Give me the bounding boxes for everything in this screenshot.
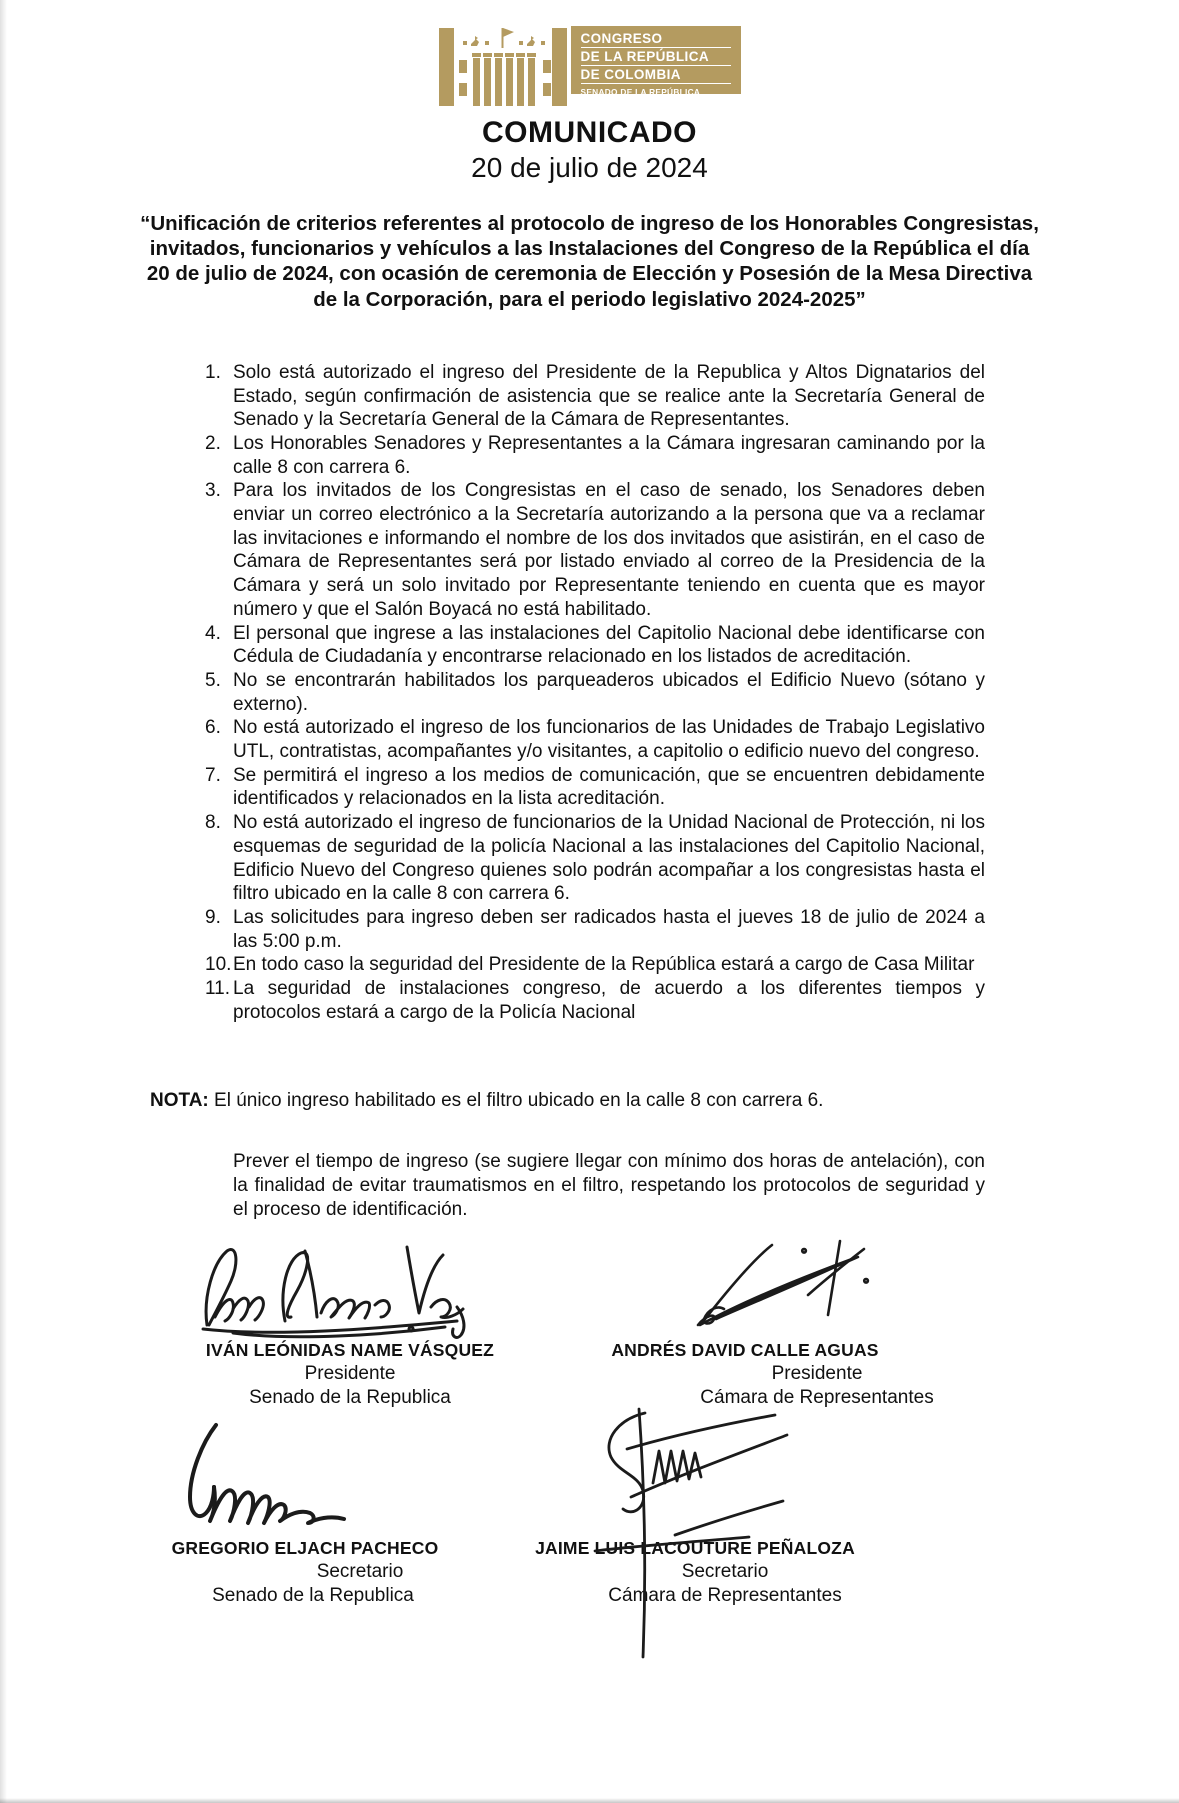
subject-paragraph: “Unificación de criterios referentes al protocolo de ingreso de los Honorables Congresistas, invitados, funcionarios y vehículos a las Instalaciones del Congreso de la República el día 20 de julio de 2024, con ocasión de ceremonia de Elección y Posesión de la Mesa Directiva de la Corporación, para el periodo legislativo 2024-2025” bbox=[140, 212, 1039, 311]
document-date: 20 de julio de 2024 bbox=[471, 152, 708, 183]
signatory-role: Presidente bbox=[304, 1362, 396, 1384]
list-item-text: La seguridad de instalaciones congreso, de acuerdo a los diferentes tiempos y protocolos estará a cargo de la Policía Nacional bbox=[233, 978, 985, 1023]
list-item bbox=[205, 669, 985, 716]
list-item-text: Solo está autorizado el ingreso del Presidente de la Republica y Altos Dignatarios del Estado, según confirmación de asistencia que se realice ante la Secretaría General de Senado y la Secretaría General de la Cámara de Representantes. bbox=[233, 361, 985, 431]
signatory-block bbox=[150, 1536, 460, 1608]
list-item-number: 4. bbox=[205, 622, 221, 644]
list-item bbox=[205, 432, 985, 479]
signature-gregorio-eljach-pacheco bbox=[172, 1419, 368, 1533]
list-item-number: 2. bbox=[205, 432, 221, 454]
list-item bbox=[205, 977, 985, 1024]
signatory-name: JAIME LUIS LACOUTURE PEÑALOZA bbox=[535, 1537, 855, 1558]
list-item-text: El personal que ingrese a las instalaciones del Capitolio Nacional debe identificarse con Cédula de Ciudadanía y encontrarse relacionado en los listados de acreditación. bbox=[233, 622, 985, 668]
signatory-role: Secretario bbox=[681, 1560, 769, 1582]
list-item-number: 10. bbox=[205, 954, 232, 976]
signatory-role: Presidente bbox=[771, 1362, 863, 1384]
signatory-org: Senado de la Republica bbox=[249, 1386, 451, 1408]
list-item-text: No se encontrarán habilitados los parqueaderos ubicados el Edificio Nuevo (sótano y externo). bbox=[233, 669, 985, 715]
logo-line-3: DE COLOMBIA bbox=[581, 68, 731, 84]
signature-ivan-name-vasquez bbox=[193, 1223, 505, 1341]
capitol-building-icon bbox=[439, 26, 571, 106]
list-item-text: Para los invitados de los Congresistas en el caso de senado, los Senadores deben enviar un correo electrónico a la Secretaría autorizando a la persona que va a reclamar las invitaciones e informando el nombre de los dos invitados que asistirán, en el caso de Cámara de Representantes será por listado enviado al correo de la Presidencia de la Cámara y será un solo invitado por Representante teniendo en cuenta que es mayor número y que el Salón Boyacá no está habilitado. bbox=[233, 480, 985, 620]
list-item-text: En todo caso la seguridad del Presidente de la República estará a cargo de Casa Militar bbox=[233, 954, 975, 976]
list-item-text: No está autorizado el ingreso de los funcionarios de las Unidades de Trabajo Legislativo UTL, contratistas, acompañantes y/o visitantes, a capitolio o edificio nuevo del congreso. bbox=[233, 717, 985, 763]
list-item-number: 6. bbox=[205, 717, 221, 739]
signatory-name: GREGORIO ELJACH PACHECO bbox=[171, 1537, 439, 1558]
list-item-text: Las solicitudes para ingreso deben ser radicados hasta el jueves 18 de julio de 2024 a las 5:00 p.m. bbox=[233, 906, 985, 952]
signatory-block bbox=[195, 1338, 505, 1410]
list-item bbox=[205, 953, 985, 977]
list-item-text: No está autorizado el ingreso de funcionarios de la Unidad Nacional de Protección, ni los esquemas de seguridad de la policía Nacional a las instalaciones del Capitolio Nacional, Edificio Nuevo del Congreso quienes solo podrán acompañar a los congresistas hasta el filtro ubicado en la calle 8 con carrera 6. bbox=[233, 812, 985, 905]
list-item-number: 8. bbox=[205, 812, 221, 834]
signatory-name: IVÁN LEÓNIDAS NAME VÁSQUEZ bbox=[205, 1339, 495, 1360]
signatory-block bbox=[530, 1536, 860, 1608]
list-item-text: Se permitirá el ingreso a los medios de comunicación, que se encuentren debidamente identificados y relacionados en la lista acreditación. bbox=[233, 764, 985, 810]
signatory-org: Senado de la Republica bbox=[212, 1584, 414, 1606]
list-item-number: 11. bbox=[205, 978, 231, 1000]
signatory-role: Secretario bbox=[316, 1560, 404, 1582]
note-paragraph: Prever el tiempo de ingreso (se sugiere llegar con mínimo dos horas de antelación), con la finalidad de evitar traumatismos en el filtro, respetando los protocolos de seguridad y el proceso de identificación. bbox=[233, 1150, 985, 1221]
document-title: COMUNICADO bbox=[482, 116, 697, 149]
logo-line-1: CONGRESO bbox=[581, 32, 731, 48]
list-item bbox=[205, 361, 985, 432]
note-label: NOTA: bbox=[150, 1089, 209, 1111]
list-item bbox=[205, 716, 985, 763]
signature-andres-calle-aguas bbox=[690, 1237, 872, 1329]
list-item-number: 9. bbox=[205, 906, 221, 928]
signatory-block bbox=[590, 1338, 934, 1410]
note-text: El único ingreso habilitado es el filtro ubicado en la calle 8 con carrera 6. bbox=[208, 1089, 824, 1111]
list-item bbox=[205, 906, 985, 953]
list-item-text: Los Honorables Senadores y Representantes a la Cámara ingresaran caminando por la calle 8 con carrera 6. bbox=[233, 432, 985, 478]
list-item bbox=[205, 479, 985, 621]
numbered-list bbox=[205, 361, 985, 1025]
signature-section bbox=[0, 1223, 1179, 1708]
congress-logo bbox=[0, 0, 1179, 106]
list-item bbox=[205, 811, 985, 906]
list-item-number: 5. bbox=[205, 669, 221, 691]
congress-logo-textbox bbox=[571, 26, 741, 97]
note-line bbox=[150, 1089, 970, 1113]
list-item-number: 7. bbox=[205, 764, 221, 786]
signatory-org: Cámara de Representantes bbox=[700, 1386, 934, 1408]
list-item bbox=[205, 764, 985, 811]
logo-subtitle: SENADO DE LA REPÚBLICA bbox=[580, 87, 701, 97]
list-item bbox=[205, 622, 985, 669]
signatory-org: Cámara de Representantes bbox=[608, 1584, 842, 1606]
list-item-number: 1. bbox=[205, 361, 221, 383]
logo-line-2: DE LA REPÚBLICA bbox=[581, 50, 731, 66]
signatory-name: ANDRÉS DAVID CALLE AGUAS bbox=[611, 1339, 879, 1360]
list-item-number: 3. bbox=[205, 480, 221, 502]
